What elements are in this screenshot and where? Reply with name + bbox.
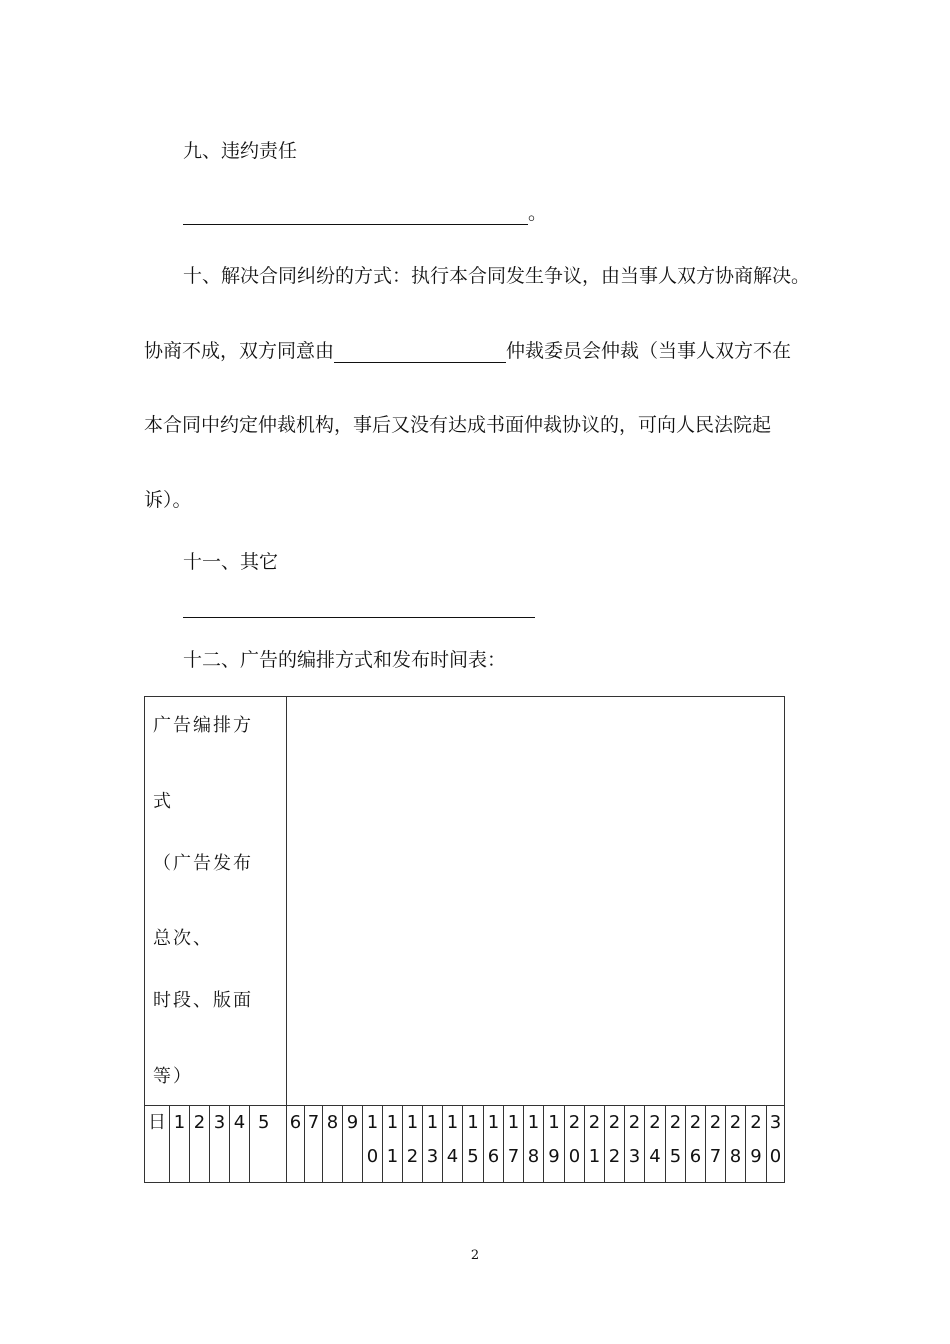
day-cell[interactable]: 4	[230, 1106, 250, 1183]
day-cell[interactable]: 26	[686, 1106, 706, 1183]
day-cell[interactable]: 7	[305, 1106, 323, 1183]
label-line-3: （广告发布	[153, 853, 253, 874]
day-cell[interactable]: 17	[504, 1106, 524, 1183]
day-cell[interactable]: 12	[403, 1106, 423, 1183]
day-cell[interactable]: 19	[544, 1106, 565, 1183]
day-cell[interactable]: 23	[625, 1106, 645, 1183]
day-cell[interactable]: 20	[565, 1106, 585, 1183]
section-10-line-1: 十、解决合同纠纷的方式：执行本合同发生争议，由当事人双方协商解决。	[183, 265, 811, 287]
ad-layout-label-cell	[145, 697, 287, 1106]
day-cell[interactable]: 2	[190, 1106, 210, 1183]
day-cell[interactable]: 8	[323, 1106, 343, 1183]
day-cell[interactable]: 1	[170, 1106, 190, 1183]
day-cell[interactable]: 29	[746, 1106, 767, 1183]
ad-schedule-table	[144, 696, 785, 1183]
day-cell[interactable]: 13	[423, 1106, 443, 1183]
day-cell[interactable]: 11	[383, 1106, 403, 1183]
section-9-period: 。	[528, 202, 548, 224]
day-row	[145, 1106, 785, 1183]
section-11-blank-line[interactable]	[183, 616, 535, 618]
day-cell[interactable]: 21	[585, 1106, 605, 1183]
day-cell[interactable]: 6	[287, 1106, 305, 1183]
day-cell[interactable]: 22	[605, 1106, 625, 1183]
day-cell[interactable]: 18	[524, 1106, 544, 1183]
ad-layout-row	[145, 697, 785, 1106]
day-cell[interactable]: 25	[666, 1106, 686, 1183]
label-line-2: 式	[153, 791, 173, 812]
section-9-blank-line	[183, 201, 547, 225]
day-cell[interactable]: 27	[706, 1106, 726, 1183]
section-10-line-4: 诉）。	[144, 489, 192, 511]
day-cell[interactable]: 3	[210, 1106, 230, 1183]
label-line-5: 时段、版面	[153, 990, 253, 1011]
fill-in-blank[interactable]	[183, 204, 528, 225]
day-cell[interactable]: 30	[767, 1106, 785, 1183]
section-10-line-2	[144, 339, 791, 363]
section-10-line-2-start: 协商不成，双方同意由	[144, 340, 335, 362]
day-cell[interactable]: 16	[484, 1106, 504, 1183]
section-11-title: 十一、其它	[183, 551, 279, 573]
label-line-4: 总次、	[153, 928, 213, 949]
section-10-line-3: 本合同中约定仲裁机构，事后又没有达成书面仲裁协议的，可向人民法院起	[144, 414, 772, 436]
day-cell[interactable]: 14	[443, 1106, 463, 1183]
arbitration-committee-blank[interactable]	[334, 342, 506, 363]
page-number: 2	[470, 1248, 480, 1263]
section-9-title: 九、违约责任	[183, 140, 298, 162]
day-cell[interactable]: 24	[645, 1106, 666, 1183]
day-cell[interactable]: 28	[726, 1106, 746, 1183]
day-header-cell: 日	[145, 1106, 170, 1183]
label-line-1: 广告编排方	[153, 715, 253, 736]
day-cell[interactable]: 9	[343, 1106, 363, 1183]
day-cell[interactable]: 10	[363, 1106, 383, 1183]
day-cell[interactable]: 5	[250, 1106, 287, 1183]
label-line-6: 等）	[153, 1066, 193, 1087]
day-cell[interactable]: 15	[463, 1106, 484, 1183]
section-10-line-2-end: 仲裁委员会仲裁（当事人双方不在	[506, 340, 792, 362]
ad-layout-content-cell[interactable]	[287, 697, 785, 1106]
section-12-title: 十二、广告的编排方式和发布时间表：	[183, 649, 507, 671]
